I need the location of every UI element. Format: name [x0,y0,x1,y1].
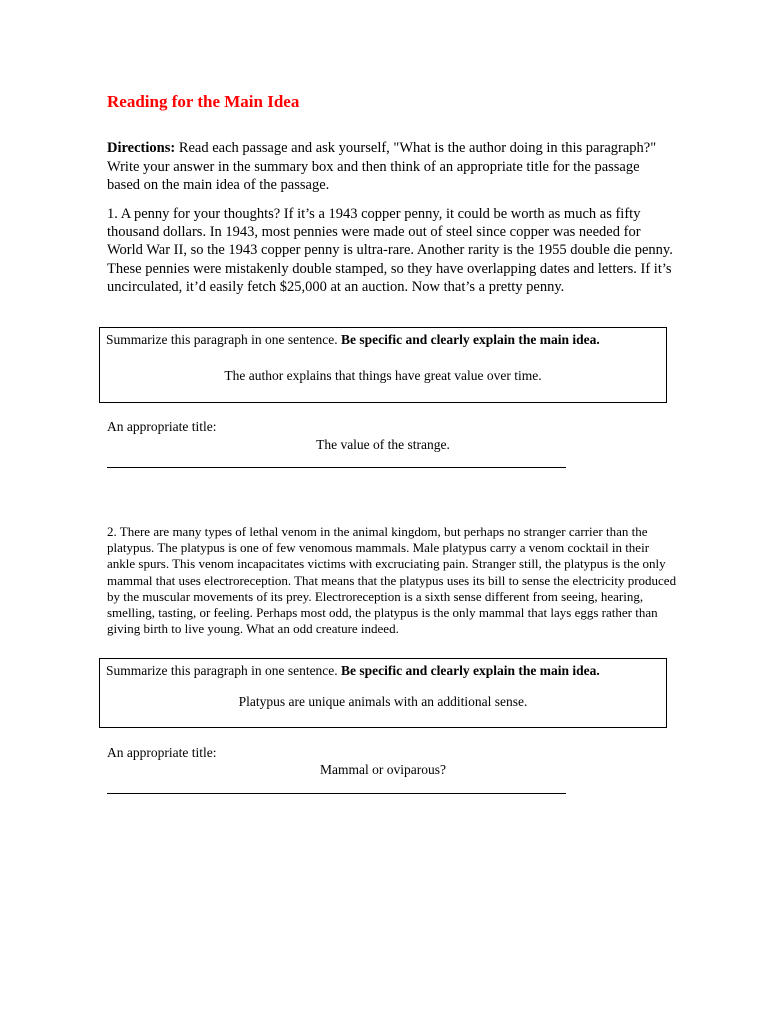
summary-prompt-emphasis: Be specific and clearly explain the main idea. [341,663,600,678]
summary-prompt-2 [106,663,600,679]
title-answer-1: The value of the strange. [316,437,450,452]
directions [107,139,667,195]
summary-box-1[interactable] [99,327,667,403]
title-label-1: An appropriate title: [107,419,217,434]
summary-box-2[interactable] [99,658,667,728]
summary-prompt-1 [106,332,600,348]
directions-text: Read each passage and ask yourself, "What is the author doing in this paragraph?" Write your answer in the summary box and then think of an appropriate title for the passage based on the main idea of the passage. [107,140,657,193]
title-label-2: An appropriate title: [107,745,217,760]
title-answer-line-1 [107,467,566,468]
summary-prompt-emphasis: Be specific and clearly explain the main idea. [341,332,600,347]
summary-answer-2: Platypus are unique animals with an additional sense. [238,694,528,709]
passage-2-text: 2. There are many types of lethal venom in the animal kingdom, but perhaps no stranger carrier than the platypus. The platypus is one of few venomous mammals. Male platypus carry a venom cocktail in their ankle spurs. This venom incapacitates victims with excruciating pain. Stranger still, the platypus is the only mammal that uses electroreception. That means that the platypus uses its bill to sense the electricity produced by the muscular movements of its prey. Electroreception is a sixth sense different from seeing, hearing, smelling, tasting, or feeling. Perhaps most odd, the platypus is the only mammal that lays eggs rather than giving birth to live young. What an odd creature indeed. [107,524,677,637]
directions-label: Directions: [107,140,176,156]
title-answer-2: Mammal or oviparous? [320,762,446,777]
summary-prompt-text: Summarize this paragraph in one sentence. [106,663,342,678]
title-answer-line-2 [107,793,566,794]
summary-prompt-text: Summarize this paragraph in one sentence. [106,332,342,347]
page-title: Reading for the Main Idea [107,92,300,111]
summary-answer-1: The author explains that things have great value over time. [224,368,542,383]
passage-1-text: 1. A penny for your thoughts? If it’s a 1943 copper penny, it could be worth as much as fifty thousand dollars. In 1943, most pennies were made out of steel since copper was needed for World War II, so the 1943 copper penny is ultra-rare. Another rarity is the 1955 double die penny. These pennies were mistakenly double stamped, so they have overlapping dates and letters. If it’s uncirculated, it’d easily fetch $25,000 at an auction. Now that’s a pretty penny. [107,206,673,295]
